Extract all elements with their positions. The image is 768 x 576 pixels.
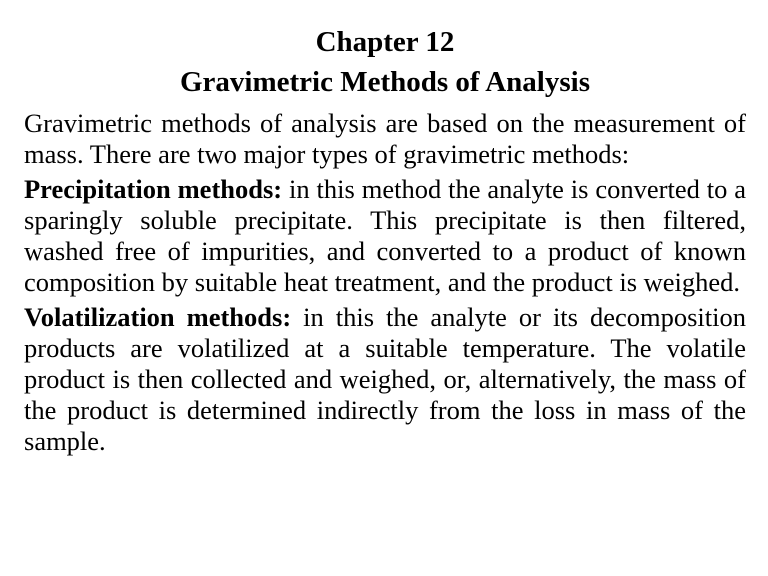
precipitation-term: Precipitation methods: — [24, 174, 283, 204]
volatilization-text: in this the analyte or its decomposition products are volatilized at a suitable temperature. The volatile product is then collected and weighed, or, alternatively, the mass of the product is determined indirectly from the loss in mass of the sample. — [24, 302, 746, 456]
chapter-heading: Chapter 12 — [315, 26, 455, 58]
intro-paragraph — [24, 108, 746, 170]
precipitation-text: in this method the analyte is converted to a sparingly soluble precipitate. This precipitate is then filtered, washed free of impurities, and converted to a product of known composition by suitable heat treatment, and the product is weighed. — [24, 174, 747, 297]
intro-text: Gravimetric methods of analysis are based on the measurement of mass. There are two major types of gravimetric methods: — [24, 108, 746, 169]
chapter-title: Gravimetric Methods of Analysis — [180, 66, 590, 98]
volatilization-paragraph — [24, 302, 746, 457]
page-title — [24, 22, 746, 102]
precipitation-paragraph — [24, 174, 746, 298]
volatilization-term: Volatilization methods: — [24, 302, 292, 332]
